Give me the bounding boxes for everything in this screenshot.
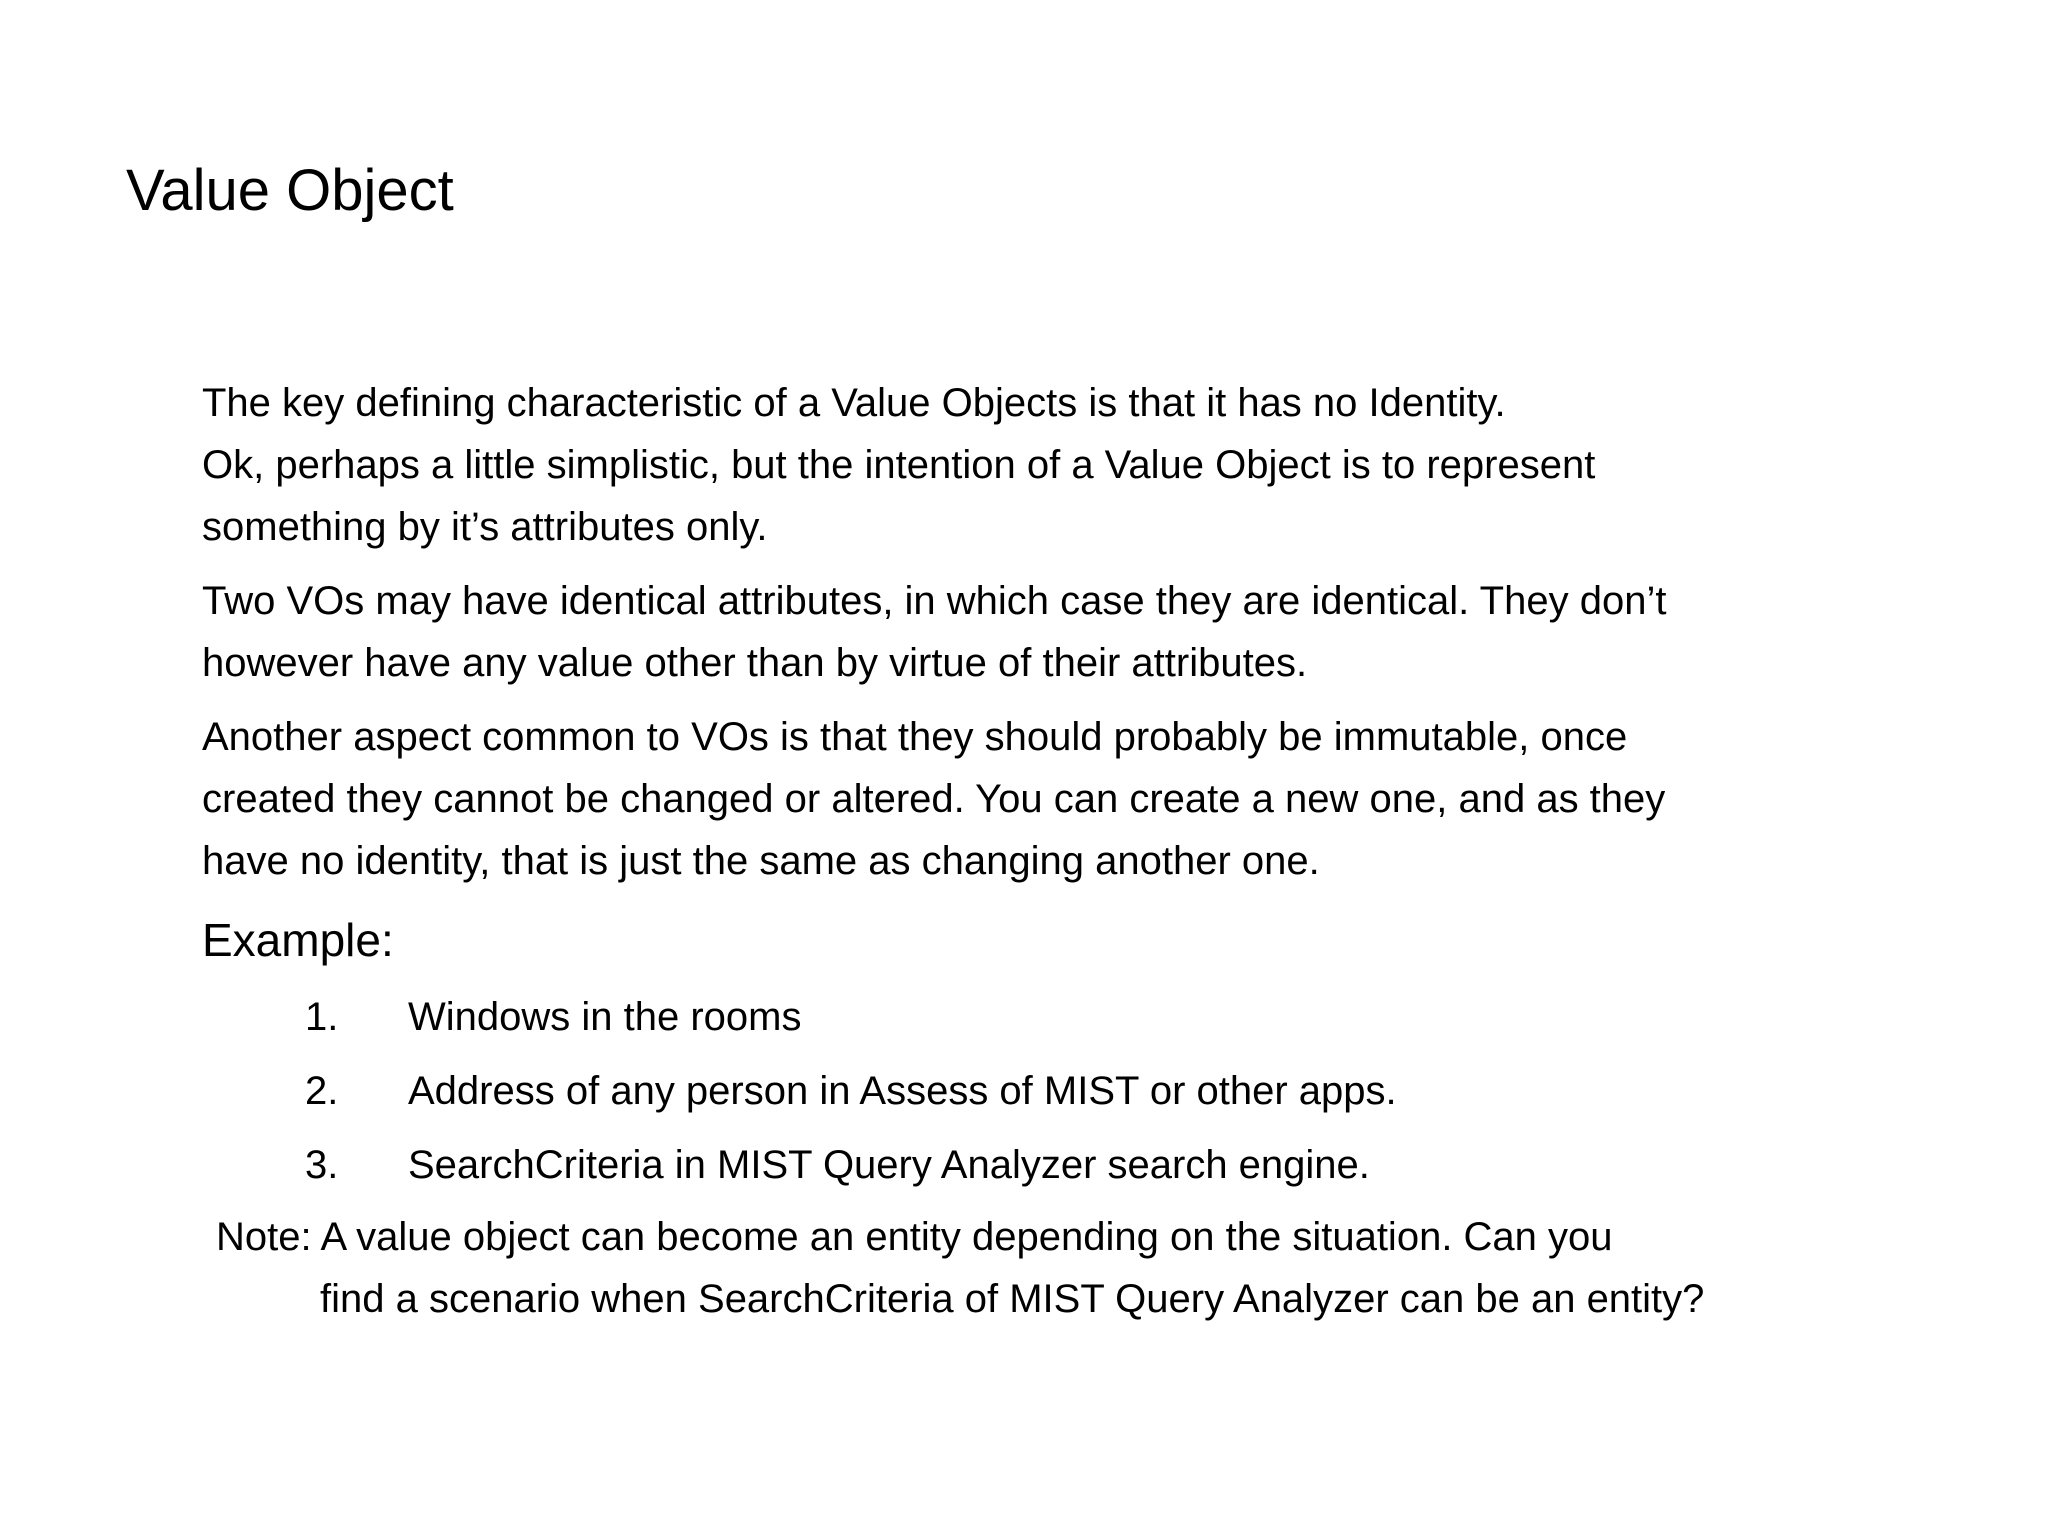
note-line: Note: A value object can become an entity depending on the situation. Can you [216, 1215, 1613, 1259]
paragraph-line: have no identity, that is just the same as changing another one. [202, 839, 1320, 883]
paragraph-line: Another aspect common to VOs is that they should probably be immutable, once [202, 715, 1628, 759]
paragraph-identity [202, 372, 1962, 558]
list-item [202, 1054, 1962, 1128]
list-item-number: 2. [305, 1069, 339, 1113]
paragraph-line: Ok, perhaps a little simplistic, but the intention of a Value Object is to represent [202, 443, 1596, 487]
list-item [202, 980, 1962, 1054]
paragraph-line: something by it’s attributes only. [202, 505, 768, 549]
paragraph-line: Two VOs may have identical attributes, in which case they are identical. They don’t [202, 579, 1667, 623]
example-list [202, 980, 1962, 1202]
example-label: Example: [202, 914, 394, 966]
list-item-text: Windows in the rooms [408, 995, 802, 1039]
list-item-number: 1. [305, 995, 339, 1039]
list-item-text: Address of any person in Assess of MIST or other apps. [408, 1069, 1397, 1113]
paragraph-line: created they cannot be changed or altered. You can create a new one, and as they [202, 777, 1666, 821]
list-item [202, 1128, 1962, 1202]
paragraph-identical-attributes [202, 570, 1962, 694]
list-item-text: SearchCriteria in MIST Query Analyzer search engine. [408, 1143, 1370, 1187]
paragraph-immutable [202, 706, 1962, 892]
note [216, 1206, 1962, 1330]
paragraph-line: The key defining characteristic of a Value Objects is that it has no Identity. [202, 381, 1506, 425]
slide-body [202, 372, 1962, 1330]
slide-title: Value Object [126, 158, 454, 223]
note-line: find a scenario when SearchCriteria of MIST Query Analyzer can be an entity? [320, 1277, 1705, 1321]
list-item-number: 3. [305, 1143, 339, 1187]
paragraph-line: however have any value other than by virtue of their attributes. [202, 641, 1308, 685]
